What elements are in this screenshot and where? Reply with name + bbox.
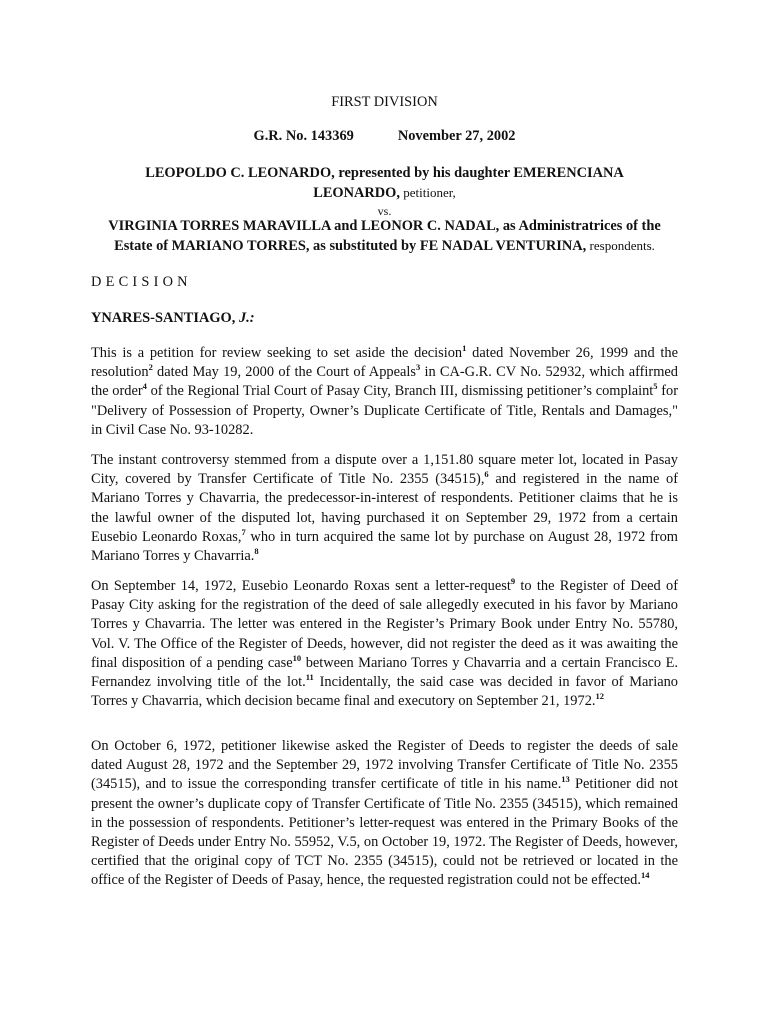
decision-date: November 27, 2002: [397, 128, 516, 144]
p3-text-4: Incidentally, the said case was decided in favor of Mariano Torres y Chavarria, which decision became final and executory on September 21, 1972.: [91, 674, 678, 710]
footnote-ref-2[interactable]: 2: [148, 362, 153, 373]
paragraph-4: [91, 737, 678, 891]
division-heading: FIRST DIVISION: [331, 94, 438, 110]
footnote-ref-3[interactable]: 3: [415, 362, 421, 373]
footnote-ref-7[interactable]: 7: [241, 526, 246, 537]
case-number-line: [91, 127, 678, 146]
petitioner-role: petitioner,: [399, 185, 456, 201]
gr-number: G.R. No. 143369: [253, 128, 354, 144]
petitioner-name-line-2: LEONARDO,: [313, 185, 400, 202]
p1-text-5: of the Regional Trial Court of Pasay City, Branch III, dismissing petitioner’s complaint: [146, 383, 654, 400]
p3-text-1: On September 14, 1972, Eusebio Leonardo Roxas sent a letter-request: [91, 578, 511, 594]
paragraph-2: [91, 451, 678, 566]
decision-heading: DECISION: [91, 274, 192, 290]
petitioner-name-line-1: LEOPOLDO C. LEONARDO, represented by his daughter EMERENCIANA: [145, 165, 624, 181]
p4-text-2: Petitioner did not present the owner’s duplicate copy of Transfer Certificate of Title No. 2355 (34515), which remained in the possession of respondents. Petitioner’s letter-request was entered in the Primary Books of the Register of Deeds under Entry No. 55952, V.5, on October 19, 1972. The Register of Deeds, however, certified that the original copy of TCT No. 2355 (34515), could not be retrieved or located in the office of the Register of Deeds of Pasay, hence, the requested registration could not be effected.: [91, 776, 679, 889]
footnote-ref-13[interactable]: 13: [561, 774, 570, 785]
footnote-ref-6[interactable]: 6: [484, 469, 489, 480]
p3-text-2: to the Register of Deed of Pasay City asking for the registration of the deed of sale allegedly executed in his favor by Mariano Torres y Chavarria. The letter was entered in the Register’s Primary Book under Entry No. 55780, Vol. V. The Office of the Register of Deeds, however, did not register the deed as it was awaiting the final disposition of a pending case: [91, 578, 678, 671]
ponente-suffix: J.:: [238, 310, 255, 326]
paragraph-3: [91, 577, 678, 711]
footnote-ref-8[interactable]: 8: [254, 546, 259, 557]
ponente-line: [91, 309, 678, 328]
footnote-ref-5[interactable]: 5: [653, 381, 658, 392]
footnote-ref-14[interactable]: 14: [640, 870, 650, 881]
p1-text-1: This is a petition for review seeking to set aside the decision: [91, 345, 463, 361]
p1-text-6: for "Delivery of Possession of Property, Owner’s Duplicate Certificate of Title, Rentals and Damages," in Civil Case No. 93-10282.: [91, 383, 678, 438]
p1-text-2: dated November 26, 1999 and the resolution: [91, 345, 678, 381]
footnote-ref-1[interactable]: 1: [462, 343, 467, 353]
versus-label: vs.: [377, 204, 392, 219]
footnote-ref-4[interactable]: 4: [142, 381, 147, 392]
respondents-role: respondents.: [586, 238, 655, 254]
footnote-ref-10[interactable]: 10: [292, 652, 302, 663]
p1-text-3: dated May 19, 2000 of the Court of Appeals: [152, 364, 416, 381]
paragraph-1: [91, 344, 678, 440]
respondents-block: [91, 217, 678, 256]
footnote-ref-9[interactable]: 9: [510, 576, 516, 586]
p2-text-2: and registered in the name of Mariano Torres y Chavarria, the predecessor-in-interest of respondents. Petitioner claims that he is the lawful owner of the disputed lot, having purchased it on September 29, 1972 from a certain Eusebio Leonardo Roxas,: [91, 471, 678, 545]
ponente-name: YNARES-SANTIAGO,: [91, 310, 236, 326]
respondents-line-1: VIRGINIA TORRES MARAVILLA and LEONOR C. NADAL, as Administratrices of the: [108, 218, 661, 234]
p3-text-3: between Mariano Torres y Chavarria and a certain Francisco E. Fernandez involving title of the lot.: [91, 654, 678, 691]
footnote-ref-12[interactable]: 12: [595, 691, 604, 702]
p2-text-1: The instant controversy stemmed from a dispute over a 1,151.80 square meter lot, located in Pasay City, covered by Transfer Certificate of Title No. 2355 (34515),: [91, 452, 678, 488]
p2-text-3: who in turn acquired the same lot by purchase on August 28, 1972 from Mariano Torres y Chavarria.: [91, 528, 678, 565]
footnote-ref-11[interactable]: 11: [305, 672, 314, 683]
p1-text-4: in CA-G.R. CV No. 52932, which affirmed the order: [91, 364, 678, 400]
petitioner-block: [91, 164, 678, 219]
respondents-line-2: Estate of MARIANO TORRES, as substituted by FE NADAL VENTURINA,: [114, 238, 587, 255]
p4-text-1: On October 6, 1972, petitioner likewise asked the Register of Deeds to register the deeds of sale dated August 28, 1972 and the September 29, 1972 involving Transfer Certificate of Title No. 2355 (34515), and to issue the corresponding transfer certificate of title in his name.: [91, 738, 678, 793]
